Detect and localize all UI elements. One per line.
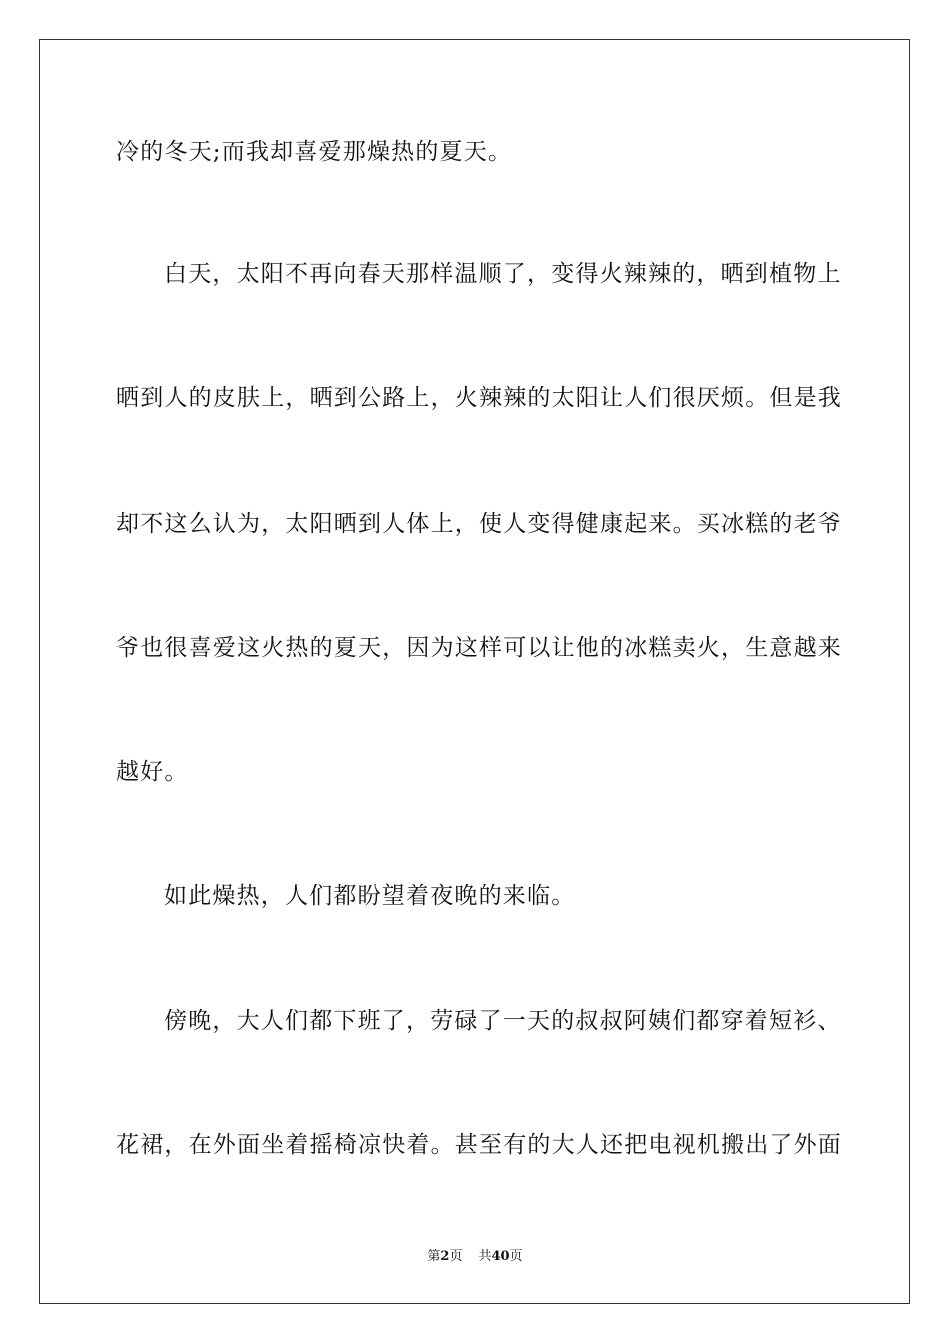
page-total-prefix: 共 [478, 1249, 492, 1264]
page-number-current: 2 [440, 1249, 450, 1264]
page-border [39, 39, 910, 1304]
page-total-suffix: 页 [509, 1249, 523, 1264]
page-number-prefix: 第 [427, 1249, 441, 1264]
text-line-9: 花裙，在外面坐着摇椅凉快着。甚至有的大人还把电视机搬出了外面 [116, 1132, 842, 1158]
text-line-6: 越好。 [116, 759, 189, 785]
text-line-2: 白天，太阳不再向春天那样温顺了，变得火辣辣的，晒到植物上 [164, 261, 842, 287]
text-line-5: 爷也很喜爱这火热的夏天，因为这样可以让他的冰糕卖火，生意越来 [116, 635, 842, 661]
text-line-4: 却不这么认为，太阳晒到人体上，使人变得健康起来。买冰糕的老爷 [116, 511, 842, 537]
text-line-1: 冷的冬天;而我却喜爱那燥热的夏天。 [116, 139, 513, 165]
page-total: 40 [491, 1249, 510, 1264]
text-line-3: 晒到人的皮肤上，晒到公路上，火辣辣的太阳让人们很厌烦。但是我 [116, 385, 842, 411]
page-number-suffix: 页 [449, 1249, 463, 1264]
page-footer [0, 1245, 950, 1264]
text-line-7: 如此燥热，人们都盼望着夜晚的来临。 [164, 883, 576, 909]
text-line-8: 傍晚，大人们都下班了，劳碌了一天的叔叔阿姨们都穿着短衫、 [164, 1008, 842, 1034]
